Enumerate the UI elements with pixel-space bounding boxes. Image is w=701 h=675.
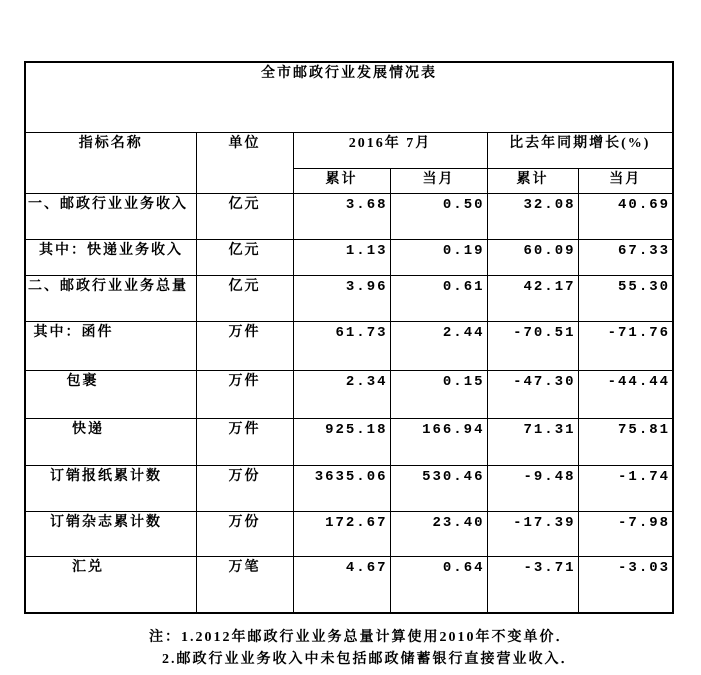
month-value-cell: 2.44 [390,321,487,370]
growth-cumulative-cell: 42.17 [487,275,578,321]
cumulative-value-cell: 172.67 [293,511,390,556]
indicator-cell: 包裹 [25,370,196,418]
footnote-line-1: 注：1.2012年邮政行业业务总量计算使用2010年不变单价． [149,630,572,645]
month-value-cell: 23.40 [390,511,487,556]
table-row [25,465,673,511]
growth-month-cell: -1.74 [578,465,673,511]
col-group-period: 2016年 7月 [293,132,487,168]
col-header-growth-cumulative: 累计 [487,168,578,193]
table-row [25,556,673,613]
indicator-cell: 二、邮政行业业务总量 [25,275,196,321]
col-header-unit: 单位 [196,132,293,193]
month-value-cell: 166.94 [390,418,487,465]
footnote-line-2: 2.邮政行业业务收入中未包括邮政储蓄银行直接营业收入． [162,652,577,667]
indicator-cell: 快递 [25,418,196,465]
cumulative-value-cell: 1.13 [293,239,390,275]
growth-month-cell: -7.98 [578,511,673,556]
growth-cumulative-cell: -3.71 [487,556,578,613]
header-row-groups [25,132,673,168]
growth-month-cell: -71.76 [578,321,673,370]
cumulative-value-cell: 3.96 [293,275,390,321]
table-row [25,370,673,418]
table-row [25,193,673,239]
cumulative-value-cell: 3635.06 [293,465,390,511]
unit-cell: 万份 [196,511,293,556]
table-row [25,275,673,321]
growth-month-cell: 75.81 [578,418,673,465]
growth-month-cell: 55.30 [578,275,673,321]
month-value-cell: 0.19 [390,239,487,275]
growth-cumulative-cell: -17.39 [487,511,578,556]
unit-cell: 万件 [196,370,293,418]
unit-cell: 亿元 [196,239,293,275]
cumulative-value-cell: 925.18 [293,418,390,465]
growth-month-cell: -44.44 [578,370,673,418]
month-value-cell: 530.46 [390,465,487,511]
unit-cell: 万份 [196,465,293,511]
month-value-cell: 0.15 [390,370,487,418]
col-header-month: 当月 [390,168,487,193]
growth-cumulative-cell: 71.31 [487,418,578,465]
growth-cumulative-cell: 60.09 [487,239,578,275]
cumulative-value-cell: 61.73 [293,321,390,370]
month-value-cell: 0.50 [390,193,487,239]
col-header-cumulative: 累计 [293,168,390,193]
postal-report-table [24,61,674,614]
growth-month-cell: 67.33 [578,239,673,275]
indicator-cell: 订销报纸累计数 [25,465,196,511]
unit-cell: 万件 [196,418,293,465]
table-row [25,239,673,275]
growth-cumulative-cell: -70.51 [487,321,578,370]
table-row [25,418,673,465]
col-header-growth-month: 当月 [578,168,673,193]
cumulative-value-cell: 2.34 [293,370,390,418]
report-title: 全市邮政行业发展情况表 [25,62,673,132]
cumulative-value-cell: 3.68 [293,193,390,239]
month-value-cell: 0.64 [390,556,487,613]
indicator-cell: 其中：快递业务收入 [25,239,196,275]
growth-cumulative-cell: -47.30 [487,370,578,418]
title-row [25,62,673,132]
table-row [25,511,673,556]
growth-cumulative-cell: -9.48 [487,465,578,511]
indicator-cell: 其中：函件 [25,321,196,370]
growth-cumulative-cell: 32.08 [487,193,578,239]
unit-cell: 亿元 [196,275,293,321]
table-row [25,321,673,370]
indicator-cell: 一、邮政行业业务收入 [25,193,196,239]
col-group-growth: 比去年同期增长(%) [487,132,673,168]
unit-cell: 万笔 [196,556,293,613]
unit-cell: 亿元 [196,193,293,239]
growth-month-cell: 40.69 [578,193,673,239]
month-value-cell: 0.61 [390,275,487,321]
cumulative-value-cell: 4.67 [293,556,390,613]
growth-month-cell: -3.03 [578,556,673,613]
indicator-cell: 汇兑 [25,556,196,613]
indicator-cell: 订销杂志累计数 [25,511,196,556]
col-header-indicator: 指标名称 [25,132,196,193]
unit-cell: 万件 [196,321,293,370]
